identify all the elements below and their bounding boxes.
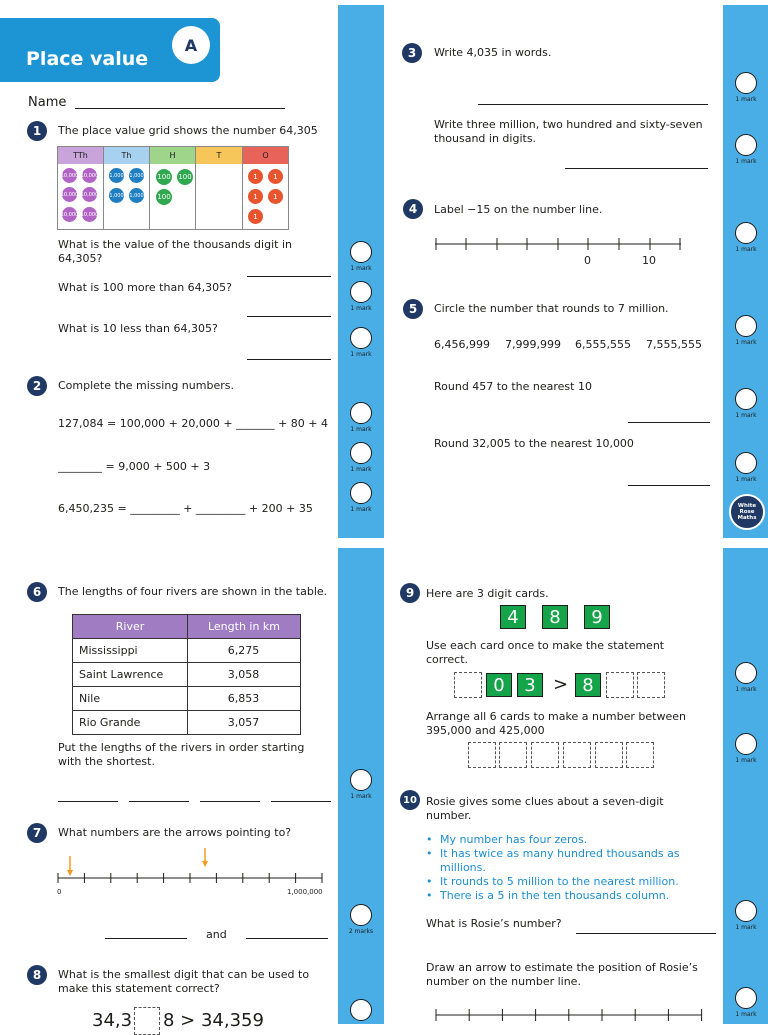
q6-answer-line-3[interactable] bbox=[200, 801, 260, 802]
mark-box[interactable] bbox=[350, 904, 372, 926]
q8-prompt: What is the smallest digit that can be used to make this statement correct? bbox=[58, 968, 310, 995]
clue-bullet: • bbox=[426, 847, 433, 860]
clue-item: It rounds to 5 million to the nearest million. bbox=[440, 875, 679, 888]
q9c-box[interactable] bbox=[595, 742, 623, 768]
q6b-prompt: Put the lengths of the rivers in order starting with the shortest. bbox=[58, 741, 305, 768]
river-name: Mississippi bbox=[73, 639, 188, 663]
q9b-prompt: Use each card once to make the statement correct. bbox=[426, 639, 665, 666]
q2-prompt: Complete the missing numbers. bbox=[58, 379, 234, 392]
grid-header-t: T bbox=[196, 147, 242, 164]
q1b-prompt: What is 100 more than 64,305? bbox=[58, 281, 232, 294]
q9c-box[interactable] bbox=[499, 742, 527, 768]
ten-thousand-counter: 10,000 bbox=[82, 207, 97, 222]
q9-prompt: Here are 3 digit cards. bbox=[426, 587, 549, 600]
q1b-answer-line[interactable] bbox=[247, 316, 331, 317]
q10c-prompt: Draw an arrow to estimate the position of Rosie’s number on the number line. bbox=[426, 961, 698, 988]
mark-label: 1 mark bbox=[735, 924, 757, 931]
mark-box[interactable] bbox=[350, 241, 372, 263]
q4-prompt: Label −15 on the number line. bbox=[434, 203, 603, 216]
mark-box[interactable] bbox=[350, 442, 372, 464]
q9b-empty-box-3[interactable] bbox=[637, 672, 665, 698]
q10b-answer-line[interactable] bbox=[576, 933, 716, 934]
table-row bbox=[73, 639, 301, 663]
mark-box[interactable] bbox=[735, 388, 757, 410]
mark-box[interactable] bbox=[735, 900, 757, 922]
grid-header-h: H bbox=[150, 147, 195, 164]
q5-option-3[interactable]: 6,555,555 bbox=[575, 338, 631, 351]
q9c-box[interactable] bbox=[531, 742, 559, 768]
ten-thousand-counter: 10,000 bbox=[62, 187, 77, 202]
q5b-prompt: Round 457 to the nearest 10 bbox=[434, 380, 592, 393]
thousand-counter: 1,000 bbox=[109, 168, 124, 183]
q6-answer-line-1[interactable] bbox=[58, 801, 118, 802]
grid-header-o: O bbox=[243, 147, 288, 164]
mark-box[interactable] bbox=[350, 402, 372, 424]
grid-col-th bbox=[104, 147, 150, 229]
mark-label: 1 mark bbox=[735, 412, 757, 419]
q1a-answer-line[interactable] bbox=[247, 276, 331, 277]
question-number-3: 3 bbox=[402, 43, 422, 63]
q2b-equation: ________ = 9,000 + 500 + 3 bbox=[58, 460, 211, 473]
ten-thousand-counter: 10,000 bbox=[62, 207, 77, 222]
q9b-card-0: 0 bbox=[486, 673, 512, 697]
river-length: 6,853 bbox=[188, 687, 301, 711]
question-number-7: 7 bbox=[27, 823, 47, 843]
grid-header-th: Th bbox=[104, 147, 149, 164]
q1c-prompt: What is 10 less than 64,305? bbox=[58, 322, 218, 335]
mark-label: 1 mark bbox=[735, 686, 757, 693]
name-label: Name bbox=[28, 95, 67, 110]
clue-item: There is a 5 in the ten thousands column. bbox=[440, 889, 670, 902]
mark-label: 1 mark bbox=[735, 1011, 757, 1018]
q7-number-line bbox=[52, 846, 332, 888]
q9c-box[interactable] bbox=[468, 742, 496, 768]
river-name: Saint Lawrence bbox=[73, 663, 188, 687]
river-name: Rio Grande bbox=[73, 711, 188, 735]
question-number-4: 4 bbox=[403, 199, 423, 219]
q2c-equation: 6,450,235 = _________ + _________ + 200 + 35 bbox=[58, 502, 313, 515]
mark-box[interactable] bbox=[350, 482, 372, 504]
q5-option-2[interactable]: 7,999,999 bbox=[505, 338, 561, 351]
grid-header-tth: TTh bbox=[58, 147, 103, 164]
q9c-box[interactable] bbox=[626, 742, 654, 768]
mark-label: 1 mark bbox=[350, 305, 372, 312]
mark-box[interactable] bbox=[735, 452, 757, 474]
river-name: Nile bbox=[73, 687, 188, 711]
river-length: 6,275 bbox=[188, 639, 301, 663]
table-row bbox=[73, 687, 301, 711]
q9b-card-3: 3 bbox=[517, 673, 543, 697]
question-number-2: 2 bbox=[27, 376, 47, 396]
q6-prompt: The lengths of four rivers are shown in the table. bbox=[58, 585, 328, 598]
mark-label: 1 mark bbox=[735, 96, 757, 103]
q8-statement-right: 8 > 34,359 bbox=[163, 1010, 264, 1031]
mark-label: 1 mark bbox=[735, 158, 757, 165]
river-length: 3,058 bbox=[188, 663, 301, 687]
q8-digit-box[interactable] bbox=[134, 1007, 160, 1035]
one-counter: 1 bbox=[247, 208, 264, 225]
mark-box[interactable] bbox=[735, 222, 757, 244]
mark-label: 2 marks bbox=[348, 928, 374, 935]
margin-strip-bottom-right bbox=[723, 548, 768, 1024]
q3b-answer-line[interactable] bbox=[565, 168, 708, 169]
q1-prompt: The place value grid shows the number 64,305 bbox=[58, 124, 318, 137]
mark-label: 1 mark bbox=[735, 757, 757, 764]
one-counter: 1 bbox=[267, 188, 284, 205]
q7-end-label: 1,000,000 bbox=[287, 888, 323, 896]
question-number-6: 6 bbox=[27, 582, 47, 602]
q9b-empty-box-1[interactable] bbox=[454, 672, 482, 698]
q8-statement-left: 34,3 bbox=[92, 1010, 133, 1031]
greater-than-sign: > bbox=[553, 674, 569, 695]
q5-option-4[interactable]: 7,555,555 bbox=[646, 338, 702, 351]
q5c-prompt: Round 32,005 to the nearest 10,000 bbox=[434, 437, 634, 450]
grid-col-h bbox=[150, 147, 196, 229]
q3-prompt: Write 4,035 in words. bbox=[434, 46, 552, 59]
digit-card-8[interactable]: 8 bbox=[542, 605, 568, 629]
table-header-river: River bbox=[73, 615, 188, 639]
q10-prompt: Rosie gives some clues about a seven-digit number. bbox=[426, 795, 664, 822]
question-number-10: 10 bbox=[400, 790, 420, 810]
q4-tick-label-10: 10 bbox=[642, 254, 656, 267]
q5c-answer-line[interactable] bbox=[628, 485, 710, 486]
mark-box[interactable] bbox=[350, 327, 372, 349]
mark-label: 1 mark bbox=[735, 339, 757, 346]
q5b-answer-line[interactable] bbox=[628, 422, 710, 423]
q6-answer-line-4[interactable] bbox=[271, 801, 331, 802]
q4-number-line bbox=[430, 234, 686, 254]
ten-thousand-counter: 10,000 bbox=[82, 187, 97, 202]
mark-box[interactable] bbox=[350, 769, 372, 791]
clue-bullet: • bbox=[426, 875, 433, 888]
mark-box[interactable] bbox=[735, 662, 757, 684]
hundred-counter: 100 bbox=[176, 168, 194, 186]
mark-box[interactable] bbox=[350, 281, 372, 303]
one-counter: 1 bbox=[247, 168, 264, 185]
arrow-2 bbox=[202, 848, 208, 867]
q6-answer-line-2[interactable] bbox=[129, 801, 189, 802]
white-rose-maths-logo bbox=[729, 494, 765, 530]
ten-thousand-counter: 10,000 bbox=[62, 168, 77, 183]
table-row bbox=[73, 711, 301, 735]
rivers-table bbox=[72, 614, 301, 735]
mark-label: 1 mark bbox=[350, 793, 372, 800]
name-field[interactable] bbox=[75, 108, 285, 109]
table-header-length: Length in km bbox=[188, 615, 301, 639]
hundred-counter: 100 bbox=[155, 188, 173, 206]
question-number-9: 9 bbox=[400, 583, 420, 603]
clue-bullet: • bbox=[426, 833, 433, 846]
q2a-equation: 127,084 = 100,000 + 20,000 + _______ + 80 + 4 bbox=[58, 417, 329, 430]
version-badge bbox=[172, 26, 210, 64]
arrow-1 bbox=[67, 856, 73, 876]
mark-label: 1 mark bbox=[350, 265, 372, 272]
q4-tick-label-0: 0 bbox=[584, 254, 591, 267]
q5-prompt: Circle the number that rounds to 7 million. bbox=[434, 302, 669, 315]
question-number-5: 5 bbox=[403, 299, 423, 319]
place-value-grid bbox=[57, 146, 289, 230]
thousand-counter: 1,000 bbox=[109, 188, 124, 203]
q1c-answer-line[interactable] bbox=[247, 359, 331, 360]
q10b-prompt: What is Rosie’s number? bbox=[426, 917, 562, 930]
q7-answer-line-1[interactable] bbox=[105, 938, 187, 939]
mark-label: 1 mark bbox=[735, 246, 757, 253]
ten-thousand-counter: 10,000 bbox=[82, 168, 97, 183]
mark-label: 1 mark bbox=[735, 476, 757, 483]
hundred-counter: 100 bbox=[155, 168, 173, 186]
q7-prompt: What numbers are the arrows pointing to? bbox=[58, 826, 292, 839]
river-length: 3,057 bbox=[188, 711, 301, 735]
page-title: Place value bbox=[26, 48, 149, 70]
mark-label: 1 mark bbox=[350, 426, 372, 433]
thousand-counter: 1,000 bbox=[129, 188, 144, 203]
one-counter: 1 bbox=[267, 168, 284, 185]
digit-card-9[interactable]: 9 bbox=[584, 605, 610, 629]
mark-box[interactable] bbox=[735, 134, 757, 156]
question-number-1: 1 bbox=[27, 121, 47, 141]
q7-start-label: 0 bbox=[57, 888, 62, 896]
q3a-answer-line[interactable] bbox=[478, 104, 708, 105]
mark-box[interactable] bbox=[735, 315, 757, 337]
mark-box[interactable] bbox=[735, 72, 757, 94]
clue-item: My number has four zeros. bbox=[440, 833, 588, 846]
q1a-prompt: What is the value of the thousands digit in 64,305? bbox=[58, 238, 292, 265]
grid-col-t bbox=[196, 147, 243, 229]
q9b-card-8: 8 bbox=[575, 673, 601, 697]
q5-option-1[interactable]: 6,456,999 bbox=[434, 338, 490, 351]
clue-item: It has twice as many hundred thousands as millions. bbox=[440, 847, 680, 874]
q9c-box[interactable] bbox=[563, 742, 591, 768]
table-header-row bbox=[73, 615, 301, 639]
mark-box[interactable] bbox=[735, 987, 757, 1009]
thousand-counter: 1,000 bbox=[129, 168, 144, 183]
mark-label: 1 mark bbox=[350, 506, 372, 513]
version-badge-label: A bbox=[184, 35, 198, 55]
digit-card-4[interactable]: 4 bbox=[500, 605, 526, 629]
clue-bullet: • bbox=[426, 889, 433, 902]
q9c-prompt: Arrange all 6 cards to make a number between 395,000 and 425,000 bbox=[426, 710, 686, 737]
q3b-prompt: Write three million, two hundred and sixty-seven thousand in digits. bbox=[434, 118, 703, 145]
mark-label: 1 mark bbox=[350, 351, 372, 358]
mark-box[interactable] bbox=[735, 733, 757, 755]
q7-answer-line-2[interactable] bbox=[246, 938, 328, 939]
q7-and-label: and bbox=[206, 928, 227, 941]
mark-box[interactable] bbox=[350, 999, 372, 1021]
mark-label: 1 mark bbox=[350, 466, 372, 473]
table-row bbox=[73, 663, 301, 687]
logo-text: White Rose Maths bbox=[737, 503, 757, 521]
q10-number-line[interactable] bbox=[430, 1005, 710, 1024]
question-number-8: 8 bbox=[27, 965, 47, 985]
q9b-empty-box-2[interactable] bbox=[606, 672, 634, 698]
one-counter: 1 bbox=[247, 188, 264, 205]
